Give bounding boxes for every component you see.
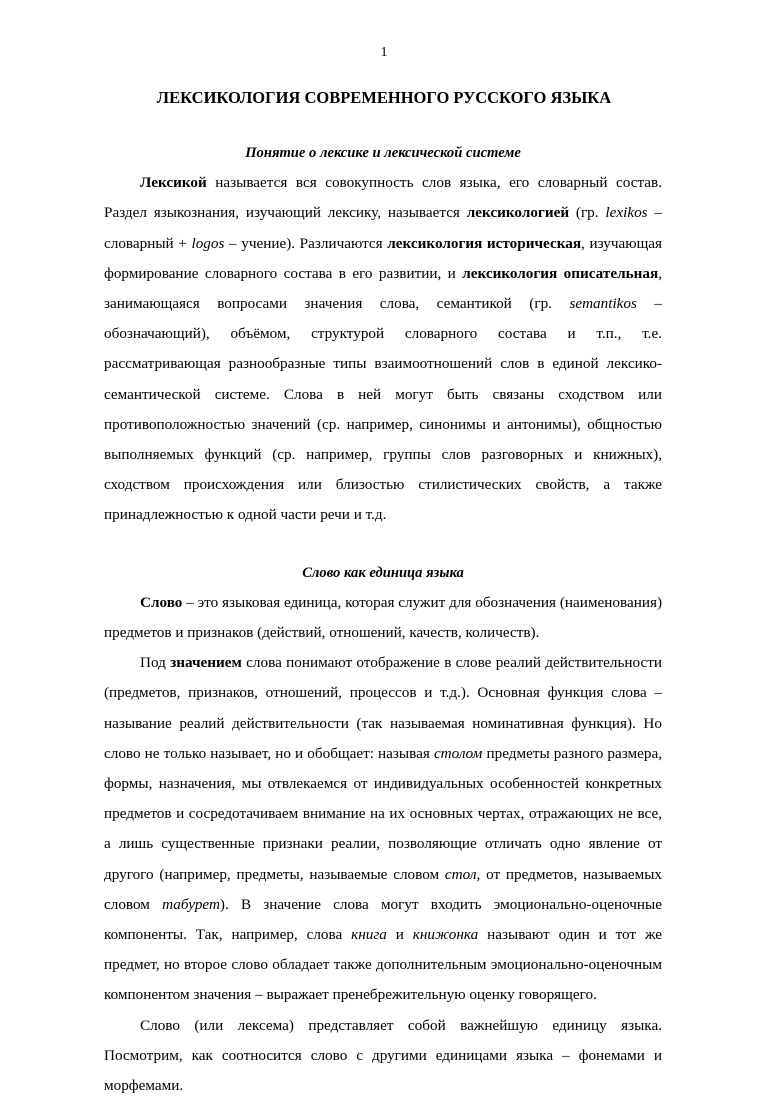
text-run: , от предметов, называемых словом: [104, 865, 662, 913]
example-knizhonka: книжонка: [412, 926, 479, 944]
section-heading-lexicon: Понятие о лексике и лексической системе: [245, 145, 521, 161]
page-number: 1: [380, 45, 388, 60]
section-gap: [104, 531, 662, 558]
text-run: слова понимают отображение в слове реалий действительности (предметов, признаков, отношений, процессов и т.д.). Основная функция слова – называние реалий действительности (так называемая номинативная функция). Но слово не только называет, но и обобщает: называя: [104, 654, 663, 762]
text-run: – словарный +: [104, 204, 662, 252]
text-run: – это языковая единица, которая служит для обозначения (наименования) предметов и признаков (действий, отношений, качеств, количеств).: [104, 593, 662, 642]
text-run: – учение). Различаются: [224, 234, 388, 252]
term-znacheniem: значением: [170, 654, 242, 672]
term-logos: logos: [191, 234, 225, 252]
text-run: называют один и тот же предмет, но второе слово обладает также дополнительным эмоционально-оценочным компонентом значения – выражает пренебрежительную оценку говорящего.: [104, 926, 662, 1004]
example-stolom: столом: [433, 744, 483, 762]
example-kniga: книга: [351, 926, 387, 944]
term-slovo: Слово: [140, 593, 183, 611]
example-stol: стол: [444, 865, 477, 883]
example-taburet: табурет: [162, 895, 220, 913]
term-leksikoy: Лексикой: [140, 174, 207, 192]
text-run: и: [386, 926, 413, 944]
text-run: Слово (или лексема) представляет собой важнейшую единицу языка. Посмотрим, как соотносится слово с другими единицами языка – фонемами и морфемами.: [104, 1016, 662, 1095]
term-historical-lexicology: лексикология историческая: [387, 234, 582, 252]
term-semantikos: semantikos: [569, 295, 637, 312]
paragraph-lexicon-definition: [104, 168, 662, 530]
paragraph-word-definition: [104, 588, 662, 648]
term-lexikos: lexikos: [605, 204, 648, 222]
section-heading-word: Слово как единица языка: [302, 564, 464, 581]
document-title: ЛЕКСИКОЛОГИЯ СОВРЕМЕННОГО РУССКОГО ЯЗЫКА: [156, 88, 612, 107]
text-run: называется вся совокупность слов языка, его словарный состав. Раздел языкознания, изучающий лексику, называется: [104, 174, 662, 222]
document-body: [104, 138, 662, 1101]
paragraph-word-units: [104, 1011, 662, 1101]
term-descriptive-lexicology: лексикология описательная: [462, 264, 659, 282]
text-run: (гр.: [569, 204, 606, 222]
text-run: – обозначающий), объёмом, структурой словарного состава и т.п., т.е. рассматривающая разнообразные типы взаимоотношений слов в единой лексико-семантической системе. Слова в ней могут быть связаны сходством или противоположностью значений (ср. например, синонимы и антонимы), общностью выполняемых функций (ср. например, группы слов разговорных и книжных), сходством происхождения или близостью стилистических свойств, а также принадлежностью к одной части речи и т.д.: [104, 295, 662, 524]
text-run: ). В значение слова могут входить эмоционально-оценочные компоненты. Так, например, слова: [104, 895, 662, 944]
paragraph-word-meaning: [104, 648, 662, 1010]
text-run: Под: [140, 654, 171, 672]
text-run: , изучающая формирование словарного состава в его развитии, и: [104, 234, 663, 282]
text-run: предметы разного размера, формы, назначения, мы отвлекаемся от индивидуальных особенностей конкретных предметов и сосредотачиваем внимание на их основных чертах, отражающих не все, а лишь существенные признаки реалии, позволяющие отличать одно явление от другого (например, предметы, называемые словом: [104, 744, 662, 883]
term-leksikologiey: лексикологией: [466, 204, 570, 222]
text-run: , занимающаяся вопросами значения слова, семантикой (гр.: [104, 264, 662, 312]
